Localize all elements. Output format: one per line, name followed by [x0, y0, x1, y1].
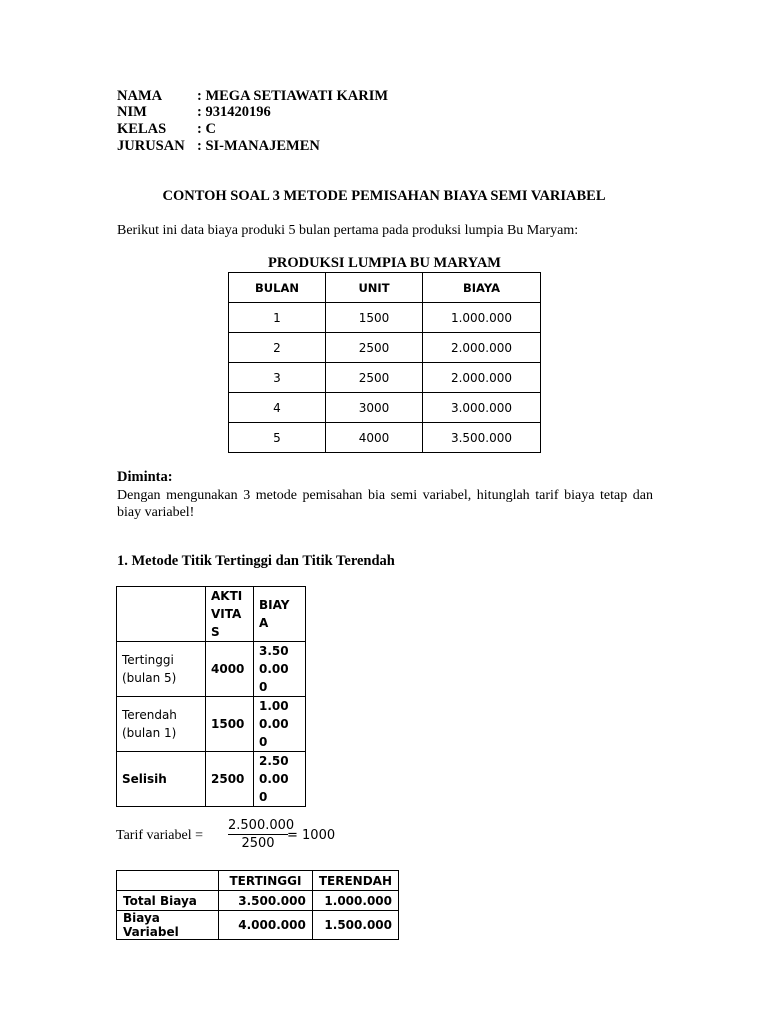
table-cell	[254, 642, 306, 697]
table-cell: 4000	[206, 642, 254, 697]
row-label-line: (bulan 5)	[122, 671, 177, 685]
table-cell	[117, 697, 206, 752]
production-table-caption: PRODUKSI LUMPIA BU MARYAM	[268, 255, 501, 271]
cost-line: 0	[259, 735, 268, 749]
table-row	[229, 333, 541, 363]
cost-line: 0.00	[259, 717, 289, 731]
table-cell: Biaya Variabel	[117, 911, 219, 940]
table-cell	[254, 697, 306, 752]
identity-value: : C	[197, 121, 216, 137]
document-title: CONTOH SOAL 3 METODE PEMISAHAN BIAYA SEMI VARIABEL	[162, 188, 606, 204]
table-cell: 2.000.000	[423, 333, 541, 363]
table-row	[117, 752, 306, 807]
production-table	[228, 272, 541, 453]
tarif-label: Tarif variabel =	[116, 828, 203, 843]
table-header-cell: UNIT	[326, 273, 423, 303]
table-cell: 2.000.000	[423, 363, 541, 393]
table-cell: 3000	[326, 393, 423, 423]
identity-row-nama	[117, 88, 388, 105]
table-cell: 1	[229, 303, 326, 333]
identity-label: NIM	[117, 104, 147, 120]
identity-row-kelas	[117, 121, 216, 138]
table-row	[229, 393, 541, 423]
table-row	[229, 363, 541, 393]
table-cell: 4.000.000	[219, 911, 313, 940]
identity-row-nim	[117, 104, 271, 121]
cost-line: 3.50	[259, 644, 289, 658]
cost-line: 0	[259, 680, 268, 694]
table-cell: Selisih	[117, 752, 206, 807]
table-cell: 1500	[206, 697, 254, 752]
table-cell: 3.500.000	[219, 891, 313, 911]
table-cell: 1.500.000	[312, 911, 398, 940]
row-label-line: Terendah	[122, 708, 177, 722]
identity-value: : 931420196	[197, 104, 271, 120]
identity-row-jurusan	[117, 138, 320, 155]
table-header-cell: BIAY A	[254, 587, 306, 642]
table-cell: 1.000.000	[312, 891, 398, 911]
row-label-line: (bulan 1)	[122, 726, 177, 740]
table-cell: 3.500.000	[423, 423, 541, 453]
table-row	[117, 697, 306, 752]
table-header-row	[117, 587, 306, 642]
cost-line: 0.00	[259, 772, 289, 786]
diminta-heading: Diminta:	[117, 469, 173, 485]
intro-paragraph: Berikut ini data biaya produki 5 bulan pertama pada produksi lumpia Bu Maryam:	[117, 223, 579, 238]
table-cell	[117, 642, 206, 697]
table-cell: 3	[229, 363, 326, 393]
section-title-high-low: 1. Metode Titik Tertinggi dan Titik Terendah	[117, 553, 395, 569]
table-cell: 3.000.000	[423, 393, 541, 423]
table-row	[117, 891, 399, 911]
identity-label: NAMA	[117, 88, 163, 104]
diminta-text: Dengan mengunakan 3 metode pemisahan bia semi variabel, hitunglah tarif biaya tetap dan biay variabel!	[117, 488, 653, 520]
high-low-table	[116, 586, 306, 807]
table-header-cell: TERTINGGI	[219, 871, 313, 891]
table-cell: 4000	[326, 423, 423, 453]
table-header-cell: AKTI VITA S	[206, 587, 254, 642]
fraction-numerator: 2.500.000	[228, 818, 295, 833]
identity-value: : MEGA SETIAWATI KARIM	[197, 88, 389, 104]
table-row	[229, 423, 541, 453]
cost-line: 0	[259, 790, 268, 804]
tarif-fraction	[228, 818, 295, 851]
row-label-line: Tertinggi	[122, 653, 174, 667]
table-row	[229, 303, 541, 333]
table-cell: 2500	[326, 333, 423, 363]
summary-table	[116, 870, 399, 940]
fraction-bar	[228, 834, 288, 835]
cost-line: 2.50	[259, 754, 289, 768]
table-header-cell: BULAN	[229, 273, 326, 303]
cost-line: 1.00	[259, 699, 289, 713]
table-row	[117, 642, 306, 697]
tarif-result: = 1000	[287, 828, 336, 843]
table-cell: 2500	[326, 363, 423, 393]
identity-label: KELAS	[117, 121, 167, 137]
table-header-row	[229, 273, 541, 303]
table-cell: 5	[229, 423, 326, 453]
table-header-row	[117, 871, 399, 891]
table-header-cell	[117, 587, 206, 642]
table-cell: 2	[229, 333, 326, 363]
table-header-cell: TERENDAH	[312, 871, 398, 891]
table-row	[117, 911, 399, 940]
table-cell: 1.000.000	[423, 303, 541, 333]
identity-label: JURUSAN	[117, 138, 185, 154]
table-cell: 2500	[206, 752, 254, 807]
cost-line: 0.00	[259, 662, 289, 676]
fraction-denominator: 2500	[241, 836, 275, 851]
table-cell	[254, 752, 306, 807]
table-cell: Total Biaya	[117, 891, 219, 911]
table-cell: 1500	[326, 303, 423, 333]
identity-value: : SI-MANAJEMEN	[197, 138, 320, 154]
table-header-cell	[117, 871, 219, 891]
table-header-cell: BIAYA	[423, 273, 541, 303]
table-cell: 4	[229, 393, 326, 423]
